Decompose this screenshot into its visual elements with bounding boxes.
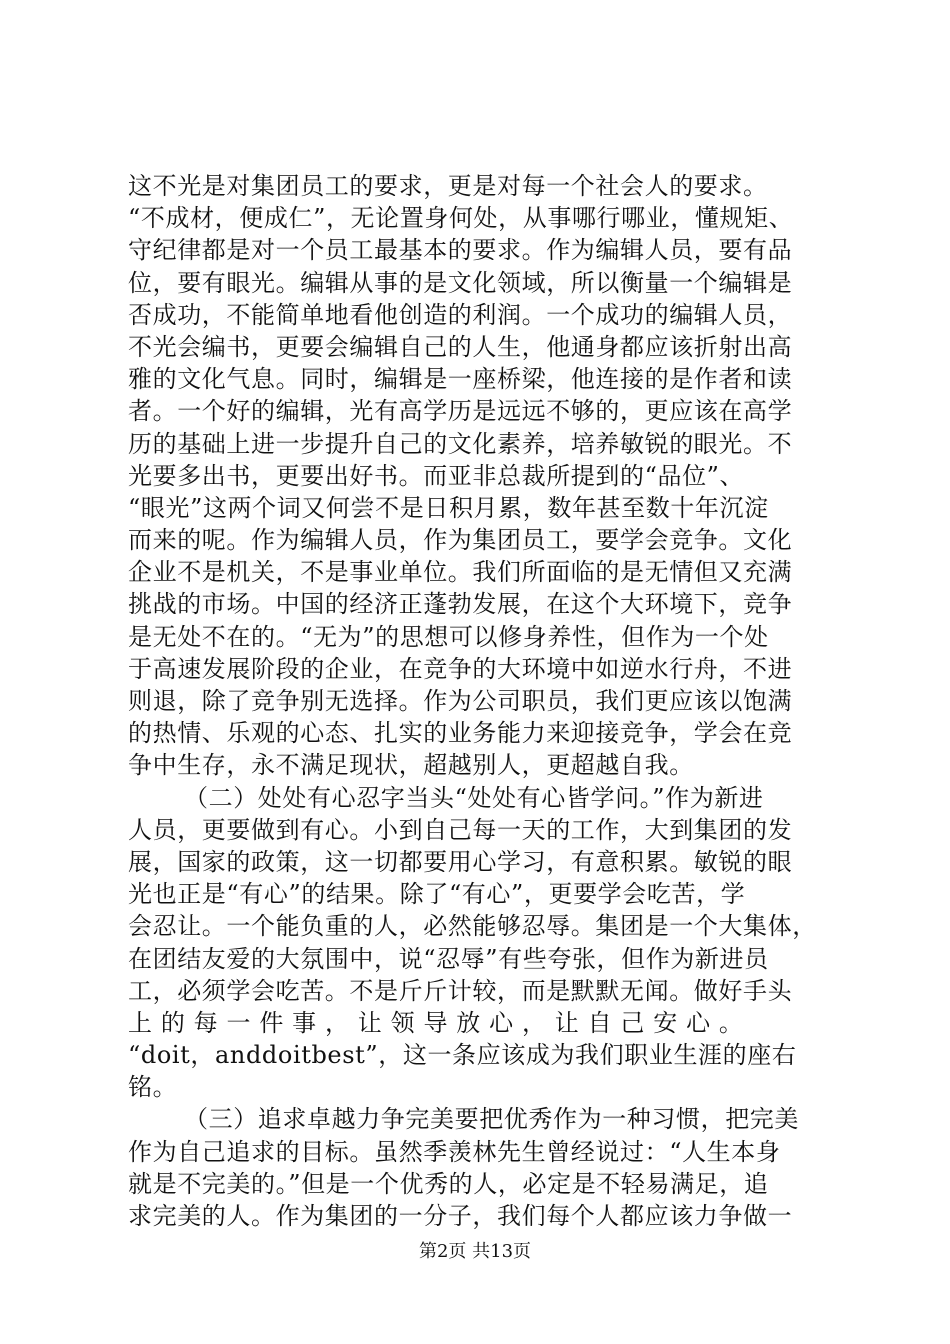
text-line: 光也正是“有心”的结果。除了“有心”，更要学会吃苦，学 (128, 880, 746, 909)
text-line: 守纪律都是对一个员工最基本的要求。作为编辑人员，要有品 (128, 236, 793, 265)
text-line: 的热情、乐观的心态、扎实的业务能力来迎接竞争，学会在竞 (128, 719, 793, 748)
text-line: 否成功，不能简单地看他创造的利润。一个成功的编辑人员， (128, 300, 793, 329)
section-heading-line: （二）处处有心忍字当头“处处有心皆学问。”作为新进 (184, 783, 764, 812)
text-line: 求完美的人。作为集团的一分子，我们每个人都应该力争做一 (128, 1202, 793, 1230)
body-text (128, 170, 828, 1232)
text-line: 而来的呢。作为编辑人员，作为集团员工，要学会竞争。文化 (128, 526, 793, 555)
text-line: “doit，anddoitbest”，这一条应该成为我们职业生涯的座右 (128, 1041, 797, 1070)
text-line: 雅的文化气息。同时，编辑是一座桥梁，他连接的是作者和读 (128, 365, 793, 394)
text-line: 不光会编书，更要会编辑自己的人生，他通身都应该折射出高 (128, 332, 793, 361)
section-heading-line: （三）追求卓越力争完美要把优秀作为一种习惯，把完美 (184, 1105, 799, 1134)
text-line: 会忍让。一个能负重的人，必然能够忍辱。集团是一个大集体， (128, 912, 817, 941)
text-line: 争中生存，永不满足现状，超越别人，更超越自我。 (128, 751, 694, 780)
text-line: 历的基础上进一步提升自己的文化素养，培养敏锐的眼光。不 (128, 429, 793, 458)
text-line: 展，国家的政策，这一切都要用心学习，有意积累。敏锐的眼 (128, 847, 793, 876)
text-line: 挑战的市场。中国的经济正蓬勃发展，在这个大环境下，竞争 (128, 590, 793, 619)
text-line: 在团结友爱的大氛围中，说“忍辱”有些夸张，但作为新进员 (128, 944, 769, 973)
text-line: 者。一个好的编辑，光有高学历是远远不够的，更应该在高学 (128, 397, 793, 426)
text-line: 人员，更要做到有心。小到自己每一天的工作，大到集团的发 (128, 815, 793, 844)
text-line: 上 的 每 一 件 事 ， 让 领 导 放 心 ， 让 自 己 安 心 。 (128, 1008, 744, 1037)
text-line: “不成材，便成仁”，无论置身何处，从事哪行哪业，懂规矩、 (128, 204, 794, 233)
text-line: 就是不完美的。”但是一个优秀的人，必定是不轻易满足，追 (128, 1169, 769, 1198)
text-line: 这不光是对集团员工的要求，更是对每一个社会人的要求。 (128, 172, 768, 200)
text-line: 作为自己追求的目标。虽然季羡林先生曾经说过：“人生本身 (128, 1137, 781, 1166)
text-line: 于高速发展阶段的企业，在竞争的大环境中如逆水行舟，不进 (128, 654, 793, 683)
page-number-footer: 第2页 共13页 (418, 1241, 532, 1262)
text-line: 光要多出书，更要出好书。而亚非总裁所提到的“品位”、 (128, 461, 745, 490)
text-line: 位，要有眼光。编辑从事的是文化领域，所以衡量一个编辑是 (128, 268, 793, 297)
text-line: “眼光”这两个词又何尝不是日积月累，数年甚至数十年沉淀 (128, 493, 769, 522)
text-line: 是无处不在的。“无为”的思想可以修身养性，但作为一个处 (128, 622, 769, 651)
text-line: 铭。 (128, 1073, 178, 1102)
text-line: 工，必须学会吃苦。不是斤斤计较，而是默默无闻。做好手头 (128, 976, 793, 1005)
text-line: 则退，除了竞争别无选择。作为公司职员，我们更应该以饱满 (128, 687, 793, 715)
text-line: 企业不是机关，不是事业单位。我们所面临的是无情但又充满 (128, 558, 793, 587)
